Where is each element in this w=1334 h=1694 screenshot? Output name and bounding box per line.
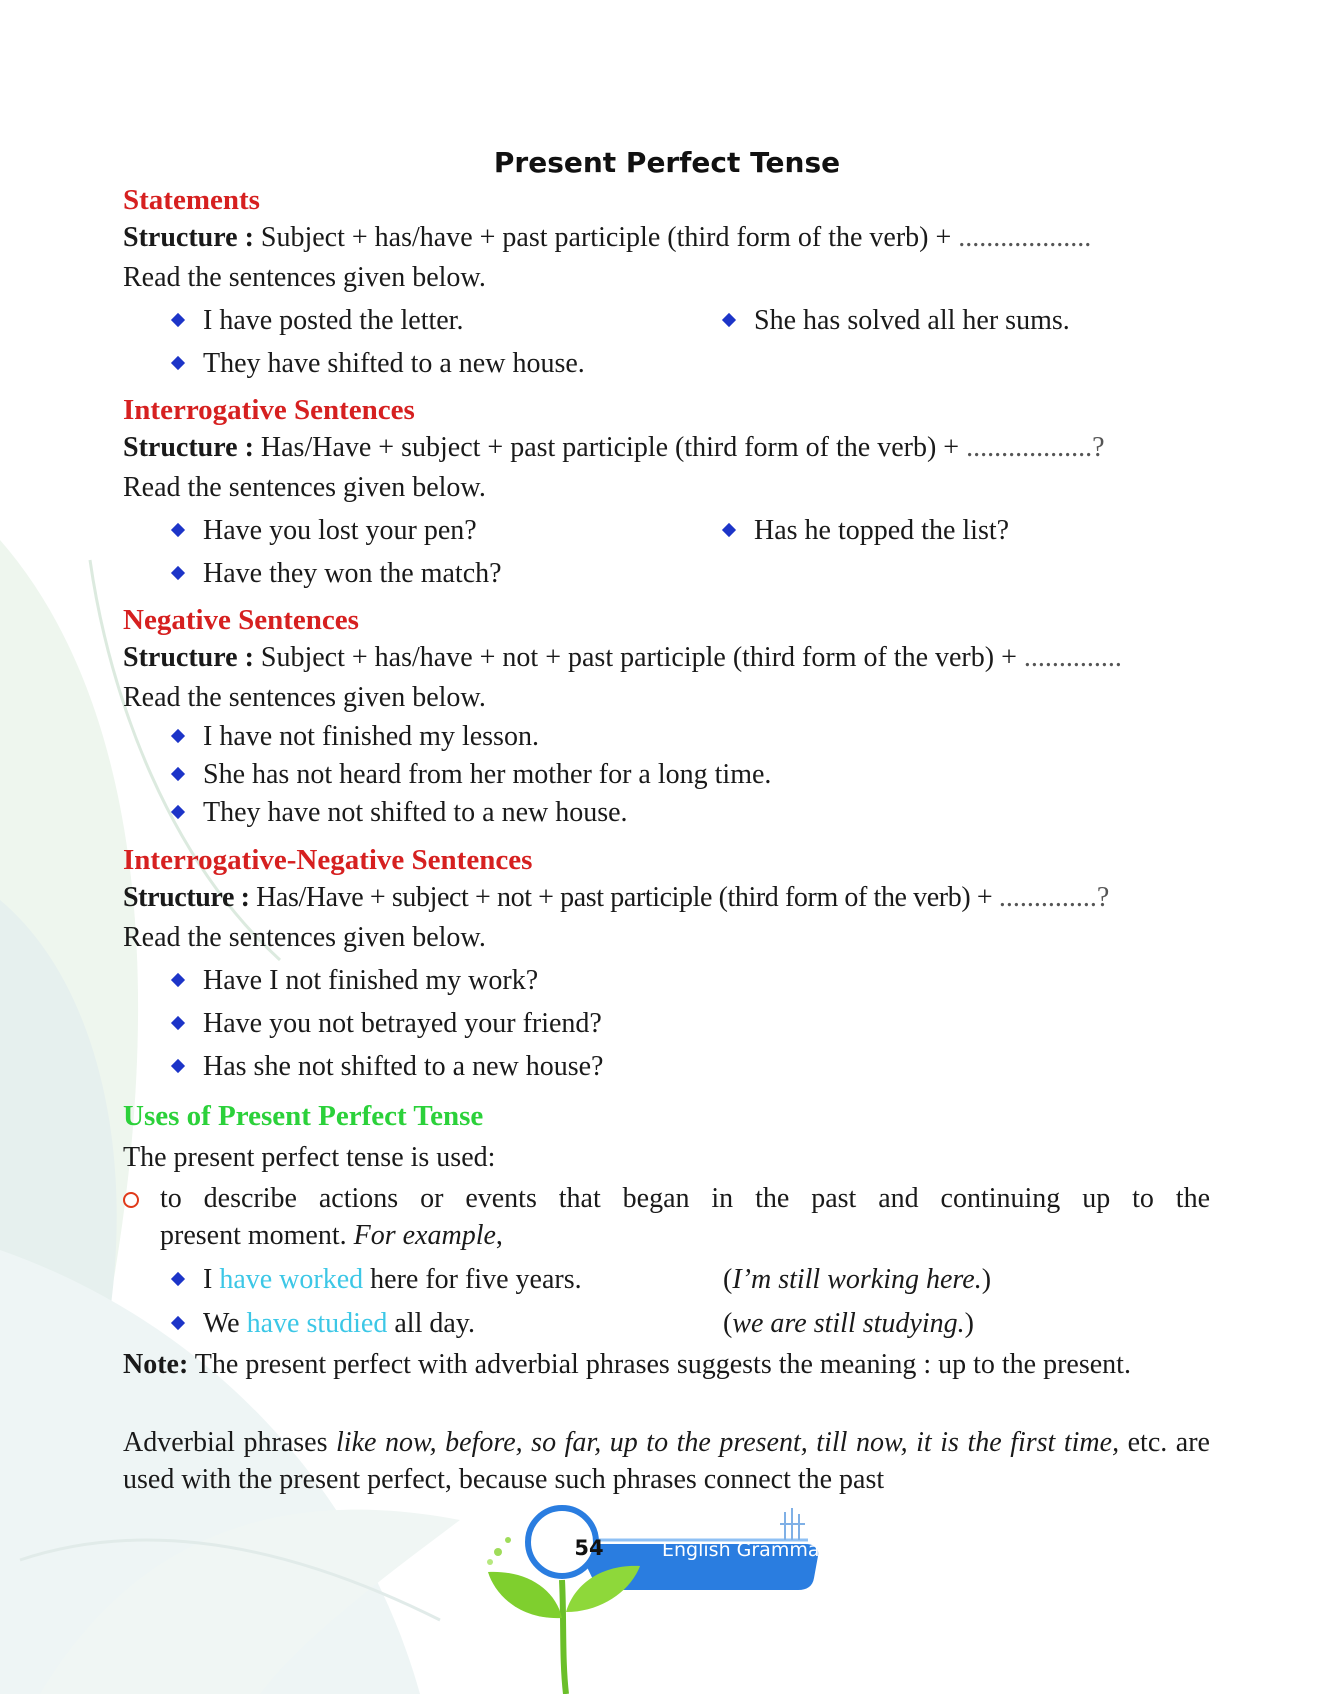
uses-point-line-1: to describe actions or events that began in the past and continuing up to the bbox=[160, 1183, 1210, 1214]
diamond-bullet-icon bbox=[171, 973, 185, 987]
diamond-bullet-icon bbox=[171, 523, 185, 537]
example-note: (we are still studying.) bbox=[723, 1308, 974, 1339]
list-item: She has not heard from her mother for a long time. bbox=[173, 759, 771, 791]
example-item: We have studied all day. bbox=[173, 1308, 475, 1340]
example-note: (I’m still working here.) bbox=[723, 1264, 992, 1295]
structure-label: Structure : bbox=[123, 642, 254, 673]
uses-intro: The present perfect tense is used: bbox=[123, 1142, 496, 1173]
statements-structure bbox=[123, 222, 1091, 254]
circle-bullet-icon bbox=[123, 1192, 139, 1208]
blank-dots: ................... bbox=[958, 222, 1092, 253]
list-item: Have you lost your pen? bbox=[173, 515, 477, 547]
structure-formula: Subject + has/have + not + past participle (third form of the verb) + bbox=[260, 642, 1017, 673]
read-instruction: Read the sentences given below. bbox=[123, 682, 486, 713]
list-item: I have posted the letter. bbox=[173, 305, 463, 337]
structure-label: Structure : bbox=[123, 432, 254, 463]
page-title: Present Perfect Tense bbox=[493, 146, 841, 179]
diamond-bullet-icon bbox=[171, 1272, 185, 1286]
list-item: Have you not betrayed your friend? bbox=[173, 1008, 602, 1040]
interrogative-negative-heading: Interrogative-Negative Sentences bbox=[123, 844, 533, 876]
structure-label: Structure : bbox=[123, 222, 254, 253]
adverbial-paragraph: Adverbial phrases like now, before, so far, up to the present, till now, it is the first time, etc. are used with the present perfect, because such phrases connect the past bbox=[123, 1427, 1210, 1495]
interrogative-heading: Interrogative Sentences bbox=[123, 394, 415, 426]
list-item: Has he topped the list? bbox=[724, 515, 1009, 547]
blank-dots: .............. bbox=[1023, 642, 1122, 673]
diamond-bullet-icon bbox=[171, 1316, 185, 1330]
uses-heading: Uses of Present Perfect Tense bbox=[123, 1100, 484, 1132]
uses-point-line-2: present moment. For example, bbox=[160, 1220, 503, 1251]
list-item: Have they won the match? bbox=[173, 558, 502, 590]
book-title: English Grammar-8 bbox=[662, 1539, 846, 1561]
blank-dots: ..............? bbox=[998, 882, 1110, 913]
structure-formula: Has/Have + subject + past participle (third form of the verb) + bbox=[260, 432, 960, 463]
statements-heading: Statements bbox=[123, 184, 260, 216]
diamond-bullet-icon bbox=[171, 313, 185, 327]
list-item: Have I not finished my work? bbox=[173, 965, 538, 997]
footer-plant-banner bbox=[480, 1500, 850, 1694]
diamond-bullet-icon bbox=[171, 1059, 185, 1073]
diamond-bullet-icon bbox=[722, 313, 736, 327]
diamond-bullet-icon bbox=[171, 729, 185, 743]
structure-formula: Subject + has/have + past participle (third form of the verb) + bbox=[260, 222, 952, 253]
interrogative-structure bbox=[123, 432, 1105, 464]
negative-heading: Negative Sentences bbox=[123, 604, 359, 636]
diamond-bullet-icon bbox=[171, 805, 185, 819]
structure-formula: Has/Have + subject + not + past participle (third form of the verb) + bbox=[256, 882, 993, 913]
list-item: I have not finished my lesson. bbox=[173, 721, 539, 753]
page-number: 54 bbox=[574, 1536, 604, 1560]
diamond-bullet-icon bbox=[171, 767, 185, 781]
blank-dots: ..................? bbox=[966, 432, 1105, 463]
list-item: They have shifted to a new house. bbox=[173, 348, 585, 380]
diamond-bullet-icon bbox=[171, 1016, 185, 1030]
negative-structure bbox=[123, 642, 1122, 674]
list-item: They have not shifted to a new house. bbox=[173, 797, 628, 829]
structure-label: Structure : bbox=[123, 882, 250, 913]
interrogative-negative-structure bbox=[123, 882, 1109, 914]
list-item: She has solved all her sums. bbox=[724, 305, 1070, 337]
note-paragraph: Note: The present perfect with adverbial phrases suggests the meaning : up to the present. bbox=[123, 1349, 1131, 1380]
example-item: I have worked here for five years. bbox=[173, 1264, 582, 1296]
read-instruction: Read the sentences given below. bbox=[123, 922, 486, 953]
diamond-bullet-icon bbox=[171, 566, 185, 580]
diamond-bullet-icon bbox=[171, 356, 185, 370]
read-instruction: Read the sentences given below. bbox=[123, 262, 486, 293]
read-instruction: Read the sentences given below. bbox=[123, 472, 486, 503]
list-item: Has she not shifted to a new house? bbox=[173, 1051, 603, 1083]
diamond-bullet-icon bbox=[722, 523, 736, 537]
